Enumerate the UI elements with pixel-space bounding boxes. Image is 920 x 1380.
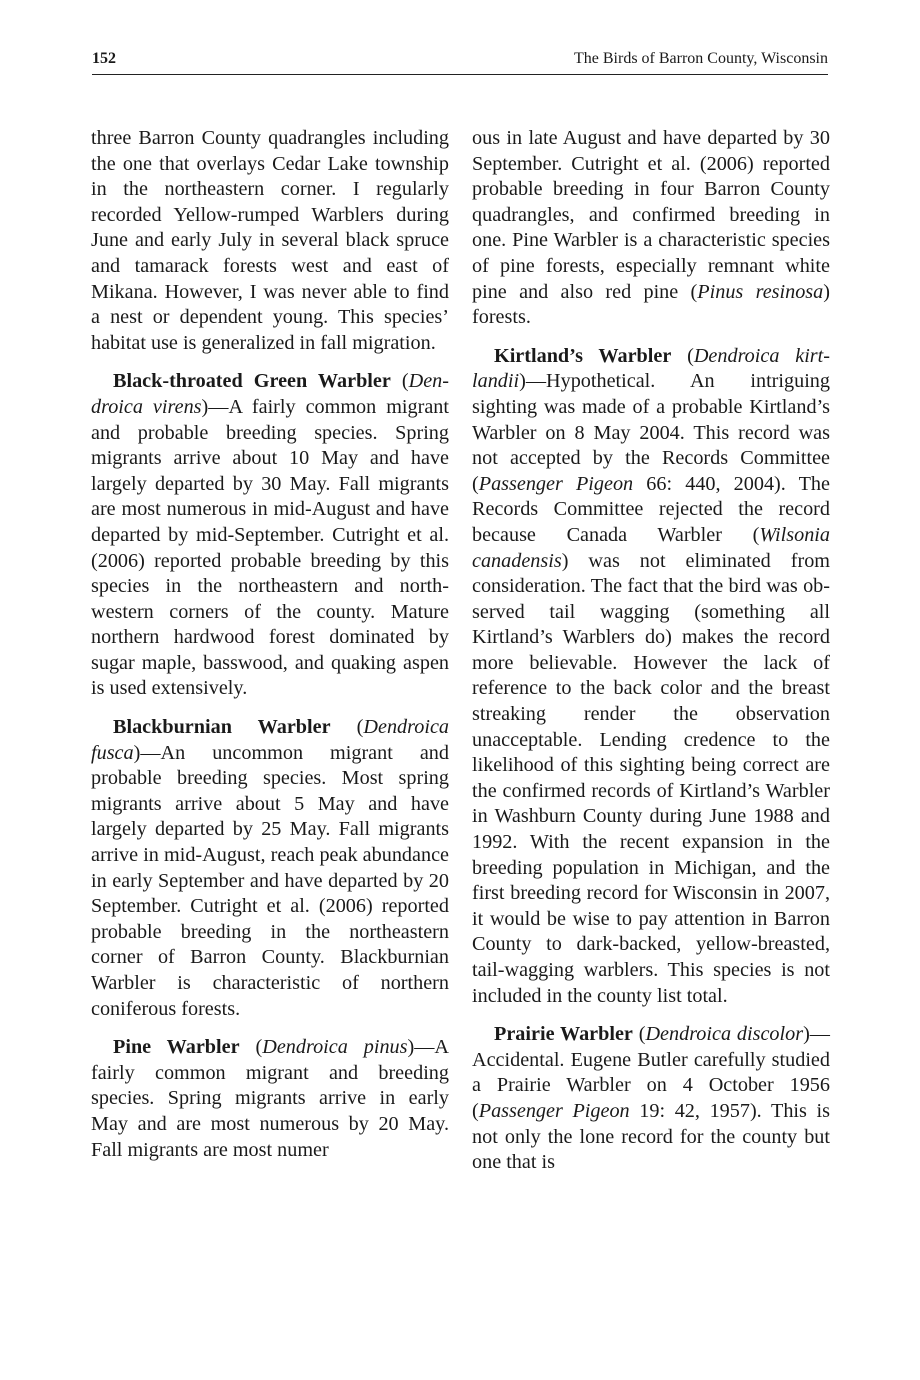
species-name: Black-throated Green Warbler (113, 370, 391, 393)
yellow-rumped-continuation: three Barron County quadrangles including the one that overlays Cedar Lake township in the northeastern corner. I regularly recorded Yellow-rumped Warblers during June and early July in several black spruce and tamarack forests west and east of Mikana. However, I was never able to find a nest or dependent young. This species’ habitat use is generalized in fall migration. (91, 127, 449, 354)
scientific-name: Wilsonia canadensis (472, 523, 830, 572)
species-name: Prairie Warbler (494, 1023, 633, 1046)
species-entry-prairie: Prairie Warbler (Dendroica discolor)—Accidental. Eugene Butler carefully studied a Prairie Warbler on 4 October 1956 (Passenger Pigeon 19: 42, 1957). This is not only the lone record for the county but one that is (472, 1023, 830, 1174)
right-column (472, 126, 830, 1189)
species-entry-blackburnian: Blackburnian Warbler (Dendroica fusca)—An uncommon migrant and probable breeding species. Most spring migrants arrive about 5 May and have largely departed by 25 May. Fall migrants arrive in mid-August, reach peak abundance in early September and have departed by 20 September. Cutright et al. (2006) reported probable breeding in the northeastern corner of Barron County. Blackburnian Warbler is characteristic of northern coniferous forests. (91, 716, 449, 1020)
journal-title: Passenger Pigeon (478, 1099, 630, 1122)
scientific-name: Dendroica fusca (91, 716, 449, 764)
species-name: Kirtland’s Warbler (494, 344, 672, 367)
species-account: )—An uncommon migrant and probable breeding species. Most spring migrants arrive about 5 May and have largely departed by 25 May. Fall migrants arrive in mid-August, reach peak abundance in early September and have departed by 20 September. Cutright et al. (2006) reported probable breeding in the northeastern corner of Barron County. Blackburnian Warbler is characteristic of northern coniferous forests. (91, 741, 449, 1020)
species-name: Blackburnian Warbler (113, 716, 331, 739)
scientific-name: Dendroica pinus (262, 1036, 408, 1059)
page-header (92, 48, 828, 75)
scientific-name: Pinus resinosa (697, 280, 824, 303)
journal-title: Passenger Pigeon (478, 472, 634, 495)
page-number: 152 (92, 50, 116, 67)
species-entry-black-throated-green: Black-throated Green Warbler (Dendroica virens)—A fairly common migrant and probable breeding species. Spring migrants arrive about 10 May and have largely departed by 30 May. Fall migrants are most numerous in mid-August and have departed by mid-September. Cutright et al. (2006) reported probable breeding by this species in the northeastern and northwestern corners of the county. Mature northern hardwood forest dominated by sugar maple, basswood, and quaking aspen is used extensively. (91, 370, 450, 700)
species-name: Pine Warbler (113, 1036, 240, 1059)
running-title: The Birds of Barron County, Wisconsin (574, 50, 828, 67)
pine-warbler-continuation: ous in late August and have departed by 30 September. Cutright et al. (2006) reported probable breeding in four Barron County quadrangles, and confirmed breeding in one. Pine Warbler is a characteristic species of pine forests, especially remnant white pine and also red pine (Pinus resinosa) forests. (472, 127, 830, 329)
species-entry-kirtlands: Kirtland’s Warbler (Dendroica kirtlandii)—Hypothetical. An intriguing sighting was made of a probable Kirtland’s Warbler on 8 May 2004. This record was not accepted by the Records Committee (Passenger Pigeon 66: 440, 2004). The Records Committee rejected the record because Canada Warbler (Wilsonia canadensis) was not eliminated from consideration. The fact that the bird was observed tail wagging (something all Kirtland’s Warblers do) makes the record more believable. However the lack of reference to the back color and the breast streaking render the observation unacceptable. Lending credence to the likelihood of this sighting being correct are the confirmed records of Kirtland’s Warbler in Washburn County during June 1988 and 1992. With the recent expansion in the breeding population in Michigan, and the first breeding record for Wisconsin in 2007, it would be wise to pay attention in Barron County to dark-backed, yellow-breasted, tail-wagging warblers. This species is not included in the county list total. (472, 344, 831, 1007)
scientific-name: Dendroica virens (91, 370, 449, 418)
species-account: )—A fairly common migrant and probable breeding species. Spring migrants arrive about 10 May and have largely departed by 30 May. Fall migrants are most numerous in mid-August and have departed by mid-September. Cutright et al. (2006) reported probable breeding by this species in the northeastern and northwestern corners of the county. Mature northern hardwood forest dominated by sugar maple, basswood, and quaking aspen is used extensively. (91, 395, 450, 700)
species-account: )—A fairly common migrant and breeding species. Spring migrants arrive in early May and are most numerous by 20 May. Fall migrants are most numer (91, 1036, 449, 1161)
left-column (91, 126, 449, 1176)
scientific-name: Dendroica kirtlandii (472, 344, 831, 393)
scientific-name: Dendroica discolor (645, 1023, 804, 1046)
species-entry-pine: Pine Warbler (Dendroica pinus)—A fairly common migrant and breeding species. Spring migrants arrive in early May and are most numerous by 20 May. Fall migrants are most numer (91, 1036, 449, 1161)
